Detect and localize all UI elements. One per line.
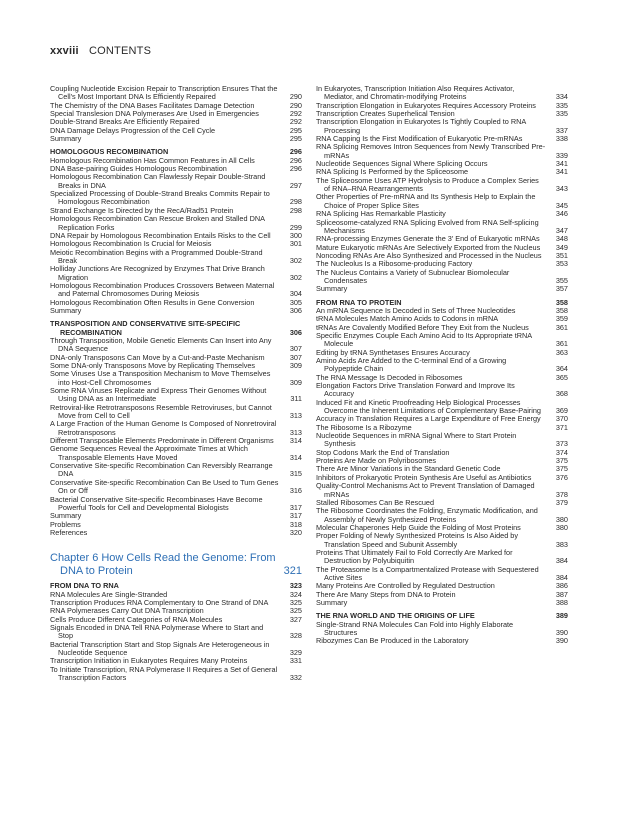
toc-entry [50,299,302,307]
toc-entry [316,285,568,293]
toc-entry-title: The Spliceosome Uses ATP Hydrolysis to Produce a Complex Series of RNA–RNA Rearrangements [316,175,539,194]
toc-entry-page: 307 [289,352,302,362]
toc-entry-title: Accuracy in Translation Requires a Large Expenditure of Free Energy [316,414,541,424]
toc-entry-page: 347 [555,225,568,235]
toc-entry-title: RNA Polymerases Carry Out DNA Transcription [50,606,204,616]
toc-entry-title: Some DNA-only Transposons Move by Replicating Themselves [50,361,256,370]
toc-entry-page: 298 [289,197,302,207]
toc-entry-title: RNA Molecules Are Single-Stranded [50,589,168,599]
toc-entry-page: 306 [289,305,302,315]
toc-entry-title: Single-Strand RNA Molecules Can Fold into Highly Elaborate Structures [316,619,514,637]
toc-entry-title: Meiotic Recombination Begins with a Programmed Double-Strand Break [50,247,263,265]
toc-entry-page: 339 [555,150,568,160]
toc-entry-page: 384 [555,572,568,582]
toc-entry-title: References [50,527,88,537]
toc-section-heading-page: 358 [555,297,568,307]
toc-entry-page: 351 [555,250,568,260]
toc-entry-page: 325 [289,606,302,616]
toc-entry-page: 313 [289,411,302,421]
toc-entry-title: Specialized Processing of Double-Strand Breaks Commits Repair to Homologous Recombination [50,189,270,207]
toc-entry-title: Transcription Elongation in Eukaryotes Is Tightly Coupled to RNA Processing [316,117,526,135]
toc-entry-title: DNA Repair by Homologous Recombination Entails Risks to the Cell [50,230,271,240]
toc-entry-page: 292 [289,117,302,127]
toc-entry-title: The Proteasome Is a Compartmentalized Protease with Sequestered Active Sites [316,564,539,582]
toc-entry [316,432,568,449]
toc-entry-title: Summary [316,284,348,294]
toc-entry-title: The Ribosome Is a Ribozyme [316,422,412,432]
toc-entry-title: Bacterial Transcription Start and Stop Signals Are Heterogeneous in Nucleotide Sequence [50,639,270,657]
toc-entry-page: 309 [289,361,302,370]
toc-entry-page: 370 [555,414,568,424]
toc-entry-page: 335 [555,109,568,119]
toc-entry-title: Many Proteins Are Controlled by Regulated Destruction [316,581,495,591]
toc-entry [50,135,302,143]
toc-entry-page: 375 [555,456,568,466]
toc-entry-title: Homologous Recombination Can Rescue Broken and Stalled DNA Replication Forks [50,214,265,232]
toc-entry-page: 328 [289,631,302,641]
toc-entry [50,624,302,641]
toc-entry-title: Cells Produce Different Categories of RNA Molecules [50,614,223,624]
toc-entry [316,143,568,160]
toc-entry [316,219,568,236]
toc-entry-title: There Are Many Steps from DNA to Protein [316,589,456,599]
toc-entry-page: 369 [555,406,568,416]
toc-entry [50,404,302,421]
toc-entry-page: 290 [289,100,302,110]
toc-entry-page: 327 [289,614,302,624]
toc-entry [316,357,568,374]
toc-entry-title: Homologous Recombination Is Crucial for Meiosis [50,239,212,249]
toc-entry [50,529,302,537]
toc-entry-page: 300 [289,230,302,240]
toc-entry [50,370,302,387]
toc-entry-title: Holliday Junctions Are Recognized by Enzymes That Drive Branch Migration [50,264,265,282]
toc-entry [316,549,568,566]
toc-entry-page: 338 [555,134,568,144]
toc-entry-title: The Nucleolus Is a Ribosome-producing Factory [316,259,473,269]
toc-entry-title: Summary [50,134,82,144]
toc-entry-page: 371 [555,422,568,432]
toc-entry [50,512,302,520]
toc-entry-title: Amino Acids Are Added to the C-terminal End of a Growing Polypeptide Chain [316,356,507,374]
toc-entry [50,85,302,102]
toc-entry-page: 353 [555,259,568,269]
toc-entry-page: 348 [555,234,568,244]
toc-section-heading-page: 323 [289,581,302,591]
toc-entry-page: 363 [555,347,568,357]
toc-entry [316,507,568,524]
toc-entry [316,118,568,135]
toc-entry-title: Nucleotide Sequences Signal Where Splicing Occurs [316,159,488,169]
toc-entry-page: 305 [289,297,302,307]
toc-entry [50,190,302,207]
toc-entry-title: RNA Splicing Removes Intron Sequences from Newly Transcribed Pre-mRNAs [316,142,546,160]
page-title: CONTENTS [89,45,152,57]
toc-entry-title: Some RNA Viruses Replicate and Express Their Genomes Without Using DNA as an Intermediate [50,386,267,404]
toc-entry-page: 320 [289,527,302,537]
toc-entry-title: DNA Damage Delays Progression of the Cell Cycle [50,125,216,135]
toc-right-column [316,85,568,646]
toc-entry-title: Through Transposition, Mobile Genetic Elements Can Insert into Any DNA Sequence [50,335,272,354]
toc-entry-page: 388 [555,597,568,607]
toc-entry-page: 346 [555,209,568,219]
toc-entry-title: An mRNA Sequence Is Decoded in Sets of Three Nucleotides [316,305,516,315]
toc-entry-page: 311 [290,394,302,404]
toc-entry [50,420,302,437]
toc-entry-page: 375 [555,464,568,474]
toc-entry-page: 387 [555,589,568,599]
toc-section-heading-title: THE RNA WORLD AND THE ORIGINS OF LIFE [316,611,475,621]
toc-section-heading-title: FROM RNA TO PROTEIN [316,297,402,307]
toc-entry-page: 361 [555,339,568,349]
toc-entry-title: Proper Folding of Newly Synthesized Proteins Is Also Aided by Translation Speed and Subunit Assembly [316,531,518,549]
toc-entry-page: 296 [289,164,302,174]
toc-entry-title: Retroviral-like Retrotransposons Resemble Retroviruses, but Cannot Move from Cell to Cell [50,402,272,421]
toc-entry-page: 380 [555,522,568,532]
toc-entry-title: Transcription Elongation in Eukaryotes Requires Accessory Proteins [316,100,536,110]
toc-entry-page: 313 [289,427,302,437]
toc-entry-page: 318 [289,519,302,529]
toc-entry-title: Coupling Nucleotide Excision Repair to Transcription Ensures That the Cell's Most Important DNA Is Efficiently Repaired [50,84,278,102]
toc-entry-title: RNA-processing Enzymes Generate the 3′ End of Eukaryotic mRNAs [316,234,540,244]
toc-entry-page: 368 [555,389,568,399]
toc-entry [316,382,568,399]
toc-entry-page: 309 [289,377,302,387]
toc-entry-title: Homologous Recombination Can Flawlessly Repair Double-Strand Breaks in DNA [50,172,266,190]
toc-entry [50,265,302,282]
toc-chapter-heading-page: 321 [283,564,302,577]
toc-entry-title: Conservative Site-specific Recombination Can Reversibly Rearrange DNA [50,461,273,479]
toc-entry [50,215,302,232]
toc-entry-page: 345 [555,200,568,210]
toc-entry-page: 341 [555,159,568,169]
toc-entry-page: 298 [289,205,302,215]
toc-entry-title: RNA Capping Is the First Modification of Eukaryotic Pre-mRNAs [316,134,523,144]
toc-entry [316,269,568,286]
toc-entry-title: The Chemistry of the DNA Bases Facilitates Damage Detection [50,100,255,110]
toc-entry-title: Editing by tRNA Synthetases Ensures Accuracy [316,347,470,357]
toc-entry-title: Spliceosome-catalyzed RNA Splicing Evolved from RNA Self-splicing Mechanisms [316,217,539,235]
toc-entry-title: Molecular Chaperones Help Guide the Folding of Most Proteins [316,522,521,532]
toc-entry [50,173,302,190]
toc-entry-page: 358 [555,305,568,315]
toc-entry-page: 329 [289,647,302,657]
toc-entry-title: Summary [50,511,82,521]
toc-entry-title: Proteins Are Made on Polyribosomes [316,456,437,466]
toc-entry [50,521,302,529]
toc-entry-title: Specific Enzymes Couple Each Amino Acid to Its Appropriate tRNA Molecule [316,330,532,349]
toc-entry-title: Double-Strand Breaks Are Efficiently Repaired [50,117,200,127]
toc-entry [50,479,302,496]
toc-entry [316,177,568,194]
toc-entry-title: Signals Encoded in DNA Tell RNA Polymerase Where to Start and Stop [50,622,264,641]
toc-entry-title: Ribozymes Can Be Produced in the Laboratory [316,636,469,646]
toc-entry-page: 314 [289,452,302,462]
toc-entry [50,462,302,479]
toc-entry-title: The RNA Message Is Decoded in Ribosomes [316,372,463,382]
toc-section-heading-page: 306 [289,327,302,337]
toc-entry-title: RNA Splicing Has Remarkable Plasticity [316,209,446,219]
toc-entry-page: 380 [555,514,568,524]
toc-entry [316,637,568,645]
toc-section-heading-page: 296 [289,147,302,157]
toc-entry-page: 301 [289,239,302,249]
toc-entry-page: 335 [555,100,568,110]
toc-entry-page: 373 [555,439,568,449]
toc-chapter-heading [50,552,302,577]
toc-entry-title: DNA Base-pairing Guides Homologous Recombination [50,164,227,174]
toc-entry-page: 365 [555,372,568,382]
toc-entry-title: Elongation Factors Drive Translation Forward and Improve Its Accuracy [316,381,515,399]
toc-section-heading-title: HOMOLOGOUS RECOMBINATION [50,147,169,157]
toc-entry-page: 299 [289,222,302,232]
toc-entry [316,532,568,549]
toc-entry-page: 337 [555,125,568,135]
toc-entry-page: 386 [555,581,568,591]
toc-entry-title: The Nucleus Contains a Variety of Subnuclear Biomolecular Condensates [316,267,510,285]
toc-entry-page: 331 [289,656,302,666]
toc-entry-page: 290 [289,92,302,102]
toc-entry [50,307,302,315]
toc-entry-page: 315 [289,469,302,479]
toc-entry-title: Stop Codons Mark the End of Translation [316,447,450,457]
toc-entry-page: 357 [555,284,568,294]
toc-entry-title: In Eukaryotes, Transcription Initiation Also Requires Activator, Mediator, and Chromatin-modifying Proteins [316,84,515,102]
toc-entry-title: Homologous Recombination Produces Crossovers Between Maternal and Paternal Chromosomes During Meiosis [50,280,275,299]
toc-entry [50,127,302,135]
toc-section-heading [50,320,302,337]
toc-entry-page: 374 [555,447,568,457]
toc-entry-title: Quality-Control Mechanisms Act to Prevent Translation of Damaged mRNAs [316,481,535,499]
toc-entry-page: 390 [555,628,568,637]
toc-entry-title: To Initiate Transcription, RNA Polymerase II Requires a Set of General Transcription Factors [50,664,278,682]
toc-entry-title: Summary [316,597,348,607]
toc-entry-page: 355 [555,275,568,285]
toc-entry-page: 359 [555,314,568,324]
toc-entry-page: 332 [289,673,302,682]
toc-entry-title: Other Properties of Pre-mRNA and Its Synthesis Help to Explain the Choice of Proper Splice Sites [316,192,536,210]
toc-section-heading-page: 389 [555,611,568,621]
toc-entry-title: Different Transposable Elements Predominate in Different Organisms [50,436,274,446]
toc-entry-page: 302 [289,272,302,282]
toc-entry-page: 384 [555,556,568,566]
toc-entry-page: 295 [289,125,302,135]
toc-entry-page: 376 [555,472,568,482]
toc-entry [316,599,568,607]
toc-entry-title: Transcription Creates Superhelical Tension [316,109,455,119]
toc-entry-title: Bacterial Conservative Site-specific Recombinases Have Become Powerful Tools for Cell and Developmental Biologists [50,494,263,512]
toc-entry-page: 379 [555,497,568,507]
toc-entry-title: Problems [50,519,81,529]
toc-entry-page: 364 [555,364,568,374]
toc-entry-title: Proteins That Ultimately Fail to Fold Correctly Are Marked for Destruction by Polyubiquitin [316,547,513,566]
toc-section-heading-title: TRANSPOSITION AND CONSERVATIVE SITE-SPECIFIC RECOMBINATION [50,319,241,337]
toc-entry-page: 317 [289,511,302,521]
toc-entry-title: DNA-only Transposons Can Move by a Cut-and-Paste Mechanism [50,352,265,362]
toc-left-column [50,85,302,682]
toc-entry-title: Stalled Ribosomes Can Be Rescued [316,497,435,507]
toc-entry-title: Summary [50,305,82,315]
toc-entry [316,621,568,638]
toc-entry [50,249,302,266]
toc-entry-page: 361 [555,322,568,332]
toc-entry [50,445,302,462]
toc-entry-title: Strand Exchange Is Directed by the RecA/Rad51 Protein [50,205,234,215]
toc-entry [50,666,302,683]
toc-section-heading-title: FROM DNA TO RNA [50,581,119,591]
toc-entry [316,85,568,102]
toc-entry-title: Noncoding RNAs Are Also Synthesized and Processed in the Nucleus [316,250,542,260]
toc-entry-page: 302 [289,255,302,265]
toc-entry-title: Nucleotide Sequences in mRNA Signal Where to Start Protein Synthesis [316,431,517,449]
toc-entry [316,399,568,416]
toc-entry-title: A Large Fraction of the Human Genome Is Composed of Nonretroviral Retrotransposons [50,419,277,437]
toc-entry [50,496,302,513]
toc-entry-page: 378 [555,489,568,499]
toc-entry-page: 390 [555,636,568,646]
toc-entry [316,482,568,499]
toc-entry-page: 383 [555,539,568,549]
toc-entry [50,641,302,658]
toc-entry-page: 297 [289,180,302,190]
toc-entry-page: 316 [289,486,302,496]
toc-chapter-heading-title: Chapter 6 How Cells Read the Genome: From DNA to Protein [50,552,276,577]
toc-entry-title: tRNAs Are Covalently Modified Before They Exit from the Nucleus [316,322,529,332]
toc-entry-title: Induced Fit and Kinetic Proofreading Help Biological Processes Overcome the Inherent Limitations of Complementary Base-Pairing [316,397,541,416]
toc-entry-title: tRNA Molecules Match Amino Acids to Codons in mRNA [316,314,499,324]
toc-entry [316,332,568,349]
toc-entry-page: 325 [289,597,302,607]
toc-entry-page: 314 [289,436,302,446]
toc-entry-title: Special Translesion DNA Polymerases Are Used in Emergencies [50,109,259,119]
toc-entry-title: Homologous Recombination Often Results in Gene Conversion [50,297,255,307]
toc-entry-title: Conservative Site-specific Recombination Can Be Used to Turn Genes On or Off [50,477,279,496]
toc-entry-page: 296 [289,155,302,165]
toc-entry-page: 304 [289,289,302,299]
toc-entry [316,591,568,599]
toc-entry [316,566,568,583]
toc-entry-page: 317 [289,502,302,512]
toc-entry [50,387,302,404]
page-number: xxviii [50,45,79,57]
toc-entry-title: Mature Eukaryotic mRNAs Are Selectively Exported from the Nucleus [316,242,541,252]
toc-entry-title: Inhibitors of Prokaryotic Protein Synthesis Are Useful as Antibiotics [316,472,532,482]
toc-entry-title: Transcription Initiation in Eukaryotes Requires Many Proteins [50,656,248,666]
toc-entry [50,337,302,354]
toc-entry-title: Some Viruses Use a Transposition Mechanism to Move Themselves into Host-Cell Chromosomes [50,369,271,387]
toc-entry-page: 334 [555,92,568,102]
toc-entry-page: 343 [555,184,568,194]
toc-entry [316,193,568,210]
toc-entry-title: There Are Minor Variations in the Standard Genetic Code [316,464,501,474]
toc-entry-page: 295 [289,134,302,144]
toc-entry-title: RNA Splicing Is Performed by the Spliceosome [316,167,469,177]
toc-entry-page: 324 [289,589,302,599]
toc-entry-page: 307 [289,344,302,354]
toc-entry-title: Genome Sequences Reveal the Approximate Times at Which Transposable Elements Have Moved [50,444,248,462]
toc-entry [50,282,302,299]
toc-entry-title: Transcription Produces RNA Complementary to One Strand of DNA [50,597,269,607]
toc-entry-page: 341 [555,167,568,177]
page-header [50,45,151,57]
toc-entry-title: Homologous Recombination Has Common Features in All Cells [50,155,255,165]
toc-entry-page: 349 [555,242,568,252]
toc-entry-page: 292 [289,109,302,119]
toc-entry-title: The Ribosome Coordinates the Folding, Enzymatic Modification, and Assembly of Newly Synthesized Proteins [316,506,538,524]
